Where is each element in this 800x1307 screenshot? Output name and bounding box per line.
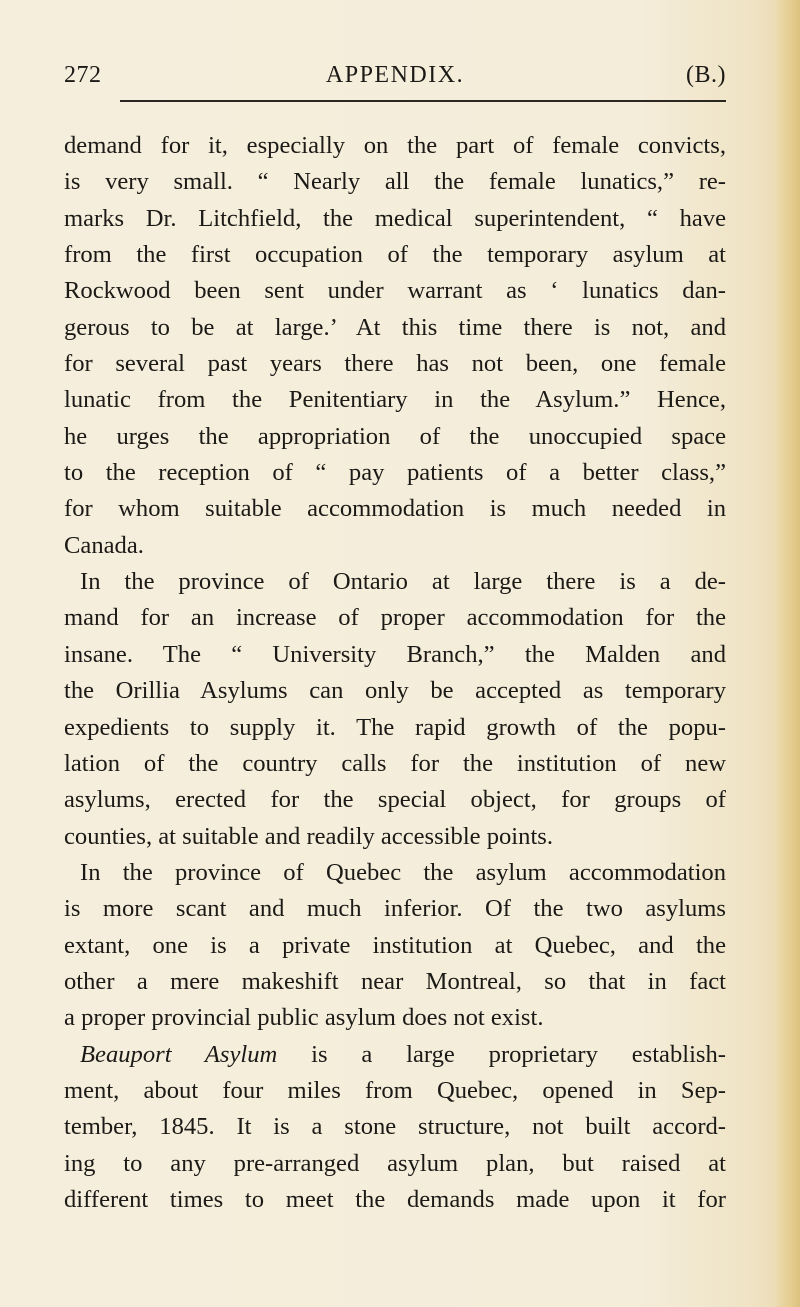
page-number: 272: [64, 62, 102, 88]
text-line: asylums, erected for the special object, for groups of: [64, 786, 726, 814]
text-line: Rockwood been sent under warrant as ‘ lunatics dan-: [64, 277, 726, 305]
page-edge-shading: [774, 0, 800, 1307]
text-line: is very small. “ Nearly all the female lunatics,” re-: [64, 168, 726, 196]
text-line: mand for an increase of proper accommodation for the: [64, 604, 726, 632]
text-line: In the province of Ontario at large there is a de-: [80, 568, 726, 596]
text-line: lation of the country calls for the institution of new: [64, 749, 726, 777]
text-line: to the reception of “ pay patients of a better class,”: [64, 459, 726, 487]
text-line: demand for it, especially on the part of female convicts,: [64, 132, 726, 159]
text-line: other a mere makeshift near Montreal, so that in fact: [64, 967, 726, 995]
section-mark: (B.): [686, 62, 726, 88]
text-line: Canada.: [64, 531, 144, 559]
text-line: for several past years there has not been, one female: [64, 350, 726, 378]
running-title: APPENDIX.: [325, 62, 465, 88]
text-line: expedients to supply it. The rapid growth of the popu-: [64, 713, 726, 741]
text-line: from the first occupation of the temporary asylum at: [64, 241, 726, 269]
header-rule: [120, 100, 726, 102]
text-line: the Orillia Asylums can only be accepted as temporary: [64, 677, 726, 705]
text-line-with-italic-lead: [64, 1037, 726, 1073]
text-line: ing to any pre-arranged asylum plan, but raised at: [64, 1149, 726, 1177]
line-remainder: is a large proprietary establish-: [311, 1040, 726, 1068]
text-line: for whom suitable accommodation is much needed in: [64, 495, 726, 523]
text-line: lunatic from the Penitentiary in the Asylum.” Hence,: [64, 386, 726, 414]
text-line: is more scant and much inferior. Of the two asylums: [64, 895, 726, 923]
text-line: he urges the appropriation of the unoccupied space: [64, 422, 726, 450]
text-line: tember, 1845. It is a stone structure, not built accord-: [64, 1113, 726, 1141]
text-line: extant, one is a private institution at Quebec, and the: [64, 931, 726, 959]
running-header: [64, 60, 726, 90]
text-line: In the province of Quebec the asylum accommodation: [80, 858, 726, 886]
text-line: different times to meet the demands made upon it for: [64, 1185, 726, 1213]
text-line: insane. The “ University Branch,” the Malden and: [64, 640, 726, 668]
text-line: marks Dr. Litchfield, the medical superintendent, “ have: [64, 204, 726, 232]
text-line: counties, at suitable and readily accessible points.: [64, 822, 553, 850]
text-line: gerous to be at large.’ At this time there is not, and: [64, 313, 726, 341]
text-line: ment, about four miles from Quebec, opened in Sep-: [64, 1076, 726, 1104]
body-text: [64, 128, 726, 1218]
text-line: a proper provincial public asylum does not exist.: [64, 1004, 544, 1032]
italic-lead: Beauport Asylum: [80, 1040, 278, 1068]
